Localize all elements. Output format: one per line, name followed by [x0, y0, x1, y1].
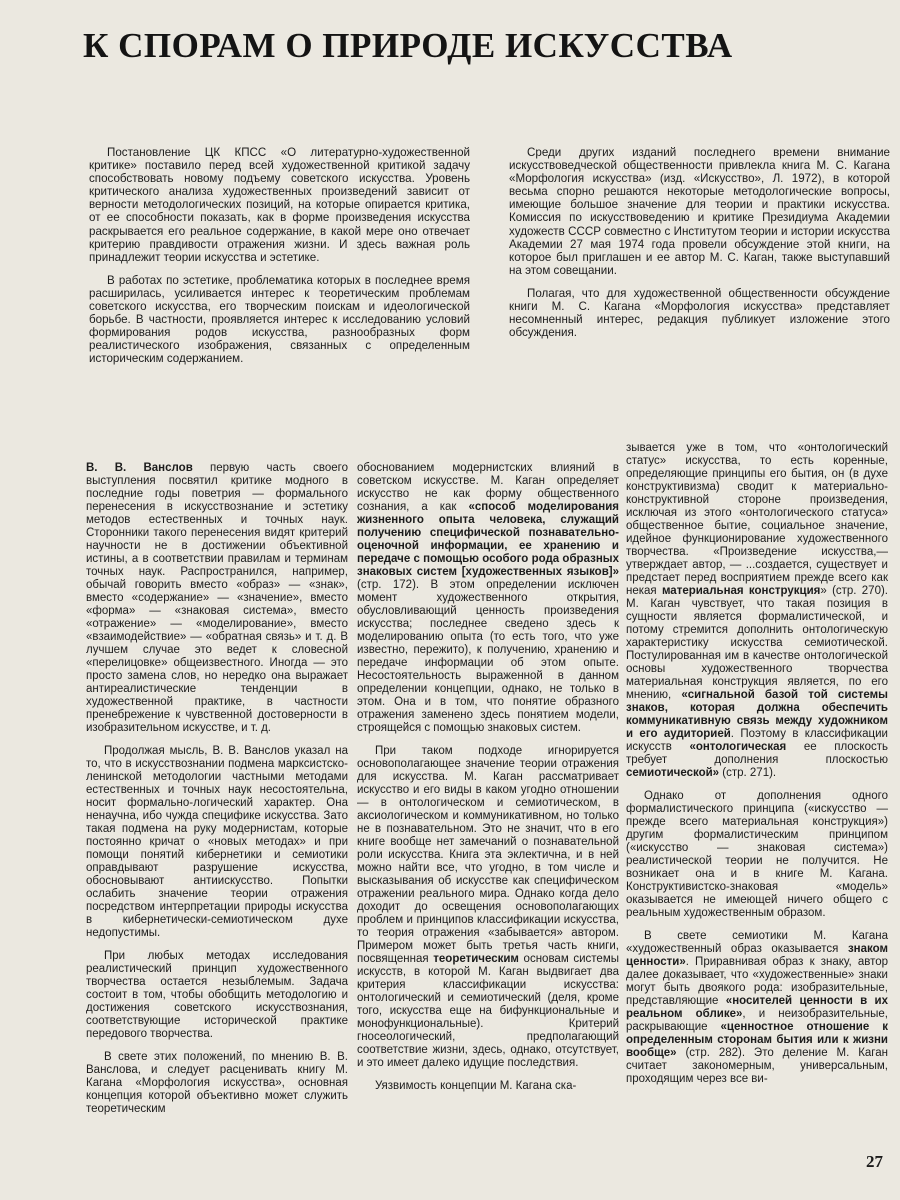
body-paragraph — [357, 745, 619, 1070]
editorial-intro-left — [89, 146, 470, 376]
emphasis-text: «носителей ценности в их реальном облике» — [626, 995, 888, 1020]
emphasis-text: «сигнальной базой той системы знаков, которая должна обеспечить коммуникативную связь между художником и его аудиторией — [626, 689, 888, 740]
body-paragraph — [626, 442, 888, 780]
body-text: При таком подходе игнорируется основополагающее значение теории отражения для искусства. М. Каган рассматривает искусство и его виды в каком угодно отношении — в онтологическом и семиотическом, в аксиологическом и коммуникативном, но только не в познавательном. Это не значит, что в его книге вообще нет замечаний о познавательной роли искусства. Книга эта эклектична, и в ней можно найти все, что угодно, в том числе и высказывания об искусстве как специфическом отражении реального мира. Однако когда дело доходит до освещения основополагающих проблем и принципов классификации искусства, то теория отражения «забывается» автором. Примером может быть третья часть книги, посвященная — [357, 745, 619, 965]
intro-paragraph: Полагая, что для художественной общественности обсуждение книги М. С. Кагана «Морфология искусства» представляет несомненный интерес, редакция публикует изложение этого обсуждения. — [509, 286, 890, 340]
page-number: 27 — [866, 1152, 883, 1171]
body-text: обоснованием модернистских влияний в советском искусстве. М. Каган определяет искусство не как форму общественного сознания, а как — [357, 462, 619, 513]
body-text: (стр. 271). — [719, 767, 777, 779]
body-text: . Поэтому в классификации искусств — [626, 728, 888, 753]
editorial-intro-right — [509, 146, 890, 349]
body-paragraph — [86, 462, 348, 735]
emphasis-text: «онтологическая — [689, 741, 787, 753]
body-paragraph: В свете этих положений, по мнению В. В. Ванслова, и следует расценивать книгу М. Кагана «Морфология искусства», основная концепция которой объективно может служить теоретическим — [86, 1051, 348, 1115]
intro-paragraph: Постановление ЦК КПСС «О литературно-художественной критике» поставило перед всей художественной критикой задачу способствовать новому подъему советского искусства. Уровень критического анализа художественных произведений зависит от верности методологических позиций, на которые опирается критика, от ее способности показать, как в форме произведения искусства раскрывается его реальное содержание, в какой мере оно отвечает критерию правдивости отражения жизни. И здесь важная роль принадлежит теории искусства и эстетике. — [89, 146, 470, 264]
body-column-3 — [626, 442, 888, 1096]
article-title: К СПОРАМ О ПРИРОДЕ ИСКУССТВА — [83, 26, 733, 65]
body-column-2 — [357, 462, 619, 1103]
body-text: » (стр. 270). М. Каган чувствует, что такая позиция в сущности является формалистической, и потому стремится дополнить онтологическую характеристику искусства семиотической. Постулированная им в качестве онтологической основы художественного творчества материальная конструкция является, по его мнению, — [626, 585, 888, 701]
emphasis-text: семиотической» — [626, 767, 720, 779]
body-text: ее плоскость требует дополнения плоскостью — [626, 741, 889, 766]
body-paragraph: При любых методах исследования реалистический принцип художественного творчества остается незыблемым. Задача состоит в том, чтобы обобщить методологию и достижения советского искусствознания, соответствующие исторической практике передового творчества. — [86, 950, 348, 1040]
body-column-1 — [86, 462, 348, 1126]
body-text: основам системы искусств, в которой М. Каган выдвигает два критерия классификации искусства: онтологический и семиотический (деля, кроме того, искусства еще на бифункциональные и монофункциональные). Критерий гносеологический, предполагающий соответствие жизни, здесь, однако, отсутствует, и это имеет далеко идущие последствия. — [357, 953, 619, 1069]
emphasis-text: «способ моделирования жизненного опыта человека, служащий получению специфической познавательно-оценочной информации, ее хранению и передаче с помощью особого рода образных знаковых систем [художественных языков]» — [357, 501, 619, 578]
body-text: (стр. 282). Это деление М. Каган считает закономерным, универсальным, проходящим через все ви- — [626, 1047, 888, 1085]
emphasis-text: теоретическим — [433, 953, 519, 965]
body-text: , и неизобразительные, раскрывающие — [626, 1008, 888, 1033]
body-paragraph: Однако от дополнения одного формалистического принципа («искусство — прежде всего материальная конструкция») другим формалистическим принципом («искусство — знаковая система») реалистической теории не получится. Не возникает она и в книге М. Кагана. Конструктивистско-знаковая «модель» оказывается не имеющей ничего общего с реальным художественным образом. — [626, 790, 888, 919]
body-paragraph: Уязвимость концепции М. Кагана ска- — [375, 1080, 577, 1092]
emphasis-text: «ценностное отношение к определенным сторонам бытия или к жизни вообще» — [626, 1021, 888, 1059]
body-paragraph — [357, 462, 619, 735]
body-text: первую часть своего выступления посвятил критике модного в последние годы поветрия — формального перенесения в искусствознание и эстетику методов естественных и точных наук. Сторонники такого перенесения видят критерий научности не в достижении объективной истины, а в соответствии правилам и терминам точных наук. Распространился, например, обычай говорить вместо «образ» — «знак», вместо «содержание» — «значение», вместо «форма» — «знаковая система», вместо «отражение» — «моделирование», вместо «взаимодействие» — «обратная связь» и т. д. В лучшем случае это ведет к словесной «перелицовке» общеизвестного. Иногда — это просто замена слов, но нередко она выражает антиреалистические тенденции в художественной практике, в частности пренебрежение к чувственной достоверности в изобразительном искусстве, и т. д. — [86, 462, 349, 734]
emphasis-text: знаком ценности» — [626, 943, 888, 968]
body-text: (стр. 172). В этом определении исключен момент художественного открытия, обусловливающий ценность произведения искусства; последнее сведено здесь к моделированию опыта (то есть того, что уже известно, пережито), к получению, хранению и передаче информации об этом опыте. Несостоятельность выраженной в данном определении концепции, однако, не только в этом. Она и в том, что понятие образного отражения заменено здесь понятием модели, строящейся с помощью знаковых систем. — [357, 579, 619, 734]
body-paragraph: Продолжая мысль, В. В. Ванслов указал на то, что в искусствознании подмена марксистско-ленинской методологии частными методами естественных и точных наук несостоятельна, носит формально-логический характер. Она ненаучна, ибо чужда специфике искусства. Зато такая подмена на руку модернистам, которые постоянно кричат о «новых методах» и при помощи понятий кибернетики и семиотики оправдывают разрушение искусства, обосновывают антиискусство. Попытки ослабить значение теории отражения посредством интерпретации природы искусства в кибернетически-семиотическом духе недопустимы. — [86, 745, 348, 939]
body-text: . Приравнивая образ к знаку, автор далее доказывает, что «художественные» знаки могут быть двоякого рода: изобразительные, представляющие — [626, 956, 888, 1007]
speaker-name: В. В. Ванслов — [86, 462, 193, 474]
body-paragraph — [626, 930, 888, 1086]
body-text: зывается уже в том, что «онтологический статус» искусства, то есть коренные, определяющие принципы его бытия, он (в духе конструктивизма) сводит к материально-конструктивной стороне произведения, исключая из этого «онтологического статуса» общественное бытие, социальное значение, идейное функционирование художественного творчества. «Произведение искусства,— утверждает автор, — ...создается, существует и предстает перед восприятием прежде всего как некая — [626, 442, 888, 597]
body-text: В свете семиотики М. Кагана «художественный образ оказывается — [626, 930, 888, 955]
intro-paragraph: Среди других изданий последнего времени внимание искусствоведческой общественности привлекла книга М. С. Кагана «Морфология искусства» (изд. «Искусство», Л. 1972), в которой весьма спорно решаются некоторые методологические вопросы, имеющие большое значение для теории и практики искусства. Комиссия по искусствоведению и критике Президиума Академии художеств СССР совместно с Институтом теории и истории искусства Академии 27 мая 1974 года провели обсуждение этой книги, на которое был приглашен и ее автор М. С. Каган, также выступавший на этом совещании. — [509, 146, 890, 277]
intro-paragraph: В работах по эстетике, проблематика которых в последнее время расширилась, усиливается интерес к теоретическим проблемам советского искусства, его творческим поискам и идеологической борьбе. В частности, проявляется интерес к исследованию условий формирования родов искусства, разнообразных форм реалистического изображения, связанных с определенным историческим содержанием. — [89, 273, 470, 366]
emphasis-text: материальная конструкция — [661, 585, 821, 597]
